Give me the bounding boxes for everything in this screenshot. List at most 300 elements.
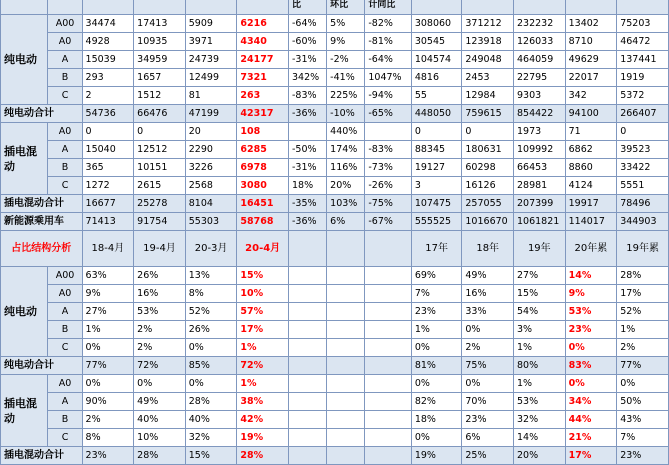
header-cell	[48, 0, 82, 15]
row-label: C	[48, 87, 82, 105]
table-cell: 28%	[185, 393, 237, 411]
table-cell: 54736	[82, 105, 134, 123]
table-cell: 19%	[237, 429, 289, 447]
table-cell: 70%	[462, 393, 514, 411]
table-cell	[327, 357, 365, 375]
table-cell: 46472	[617, 33, 669, 51]
table-cell: 23%	[462, 411, 514, 429]
table-cell: 1%	[82, 321, 134, 339]
table-cell: 24177	[237, 51, 289, 69]
table-cell: -81%	[365, 33, 411, 51]
table-cell: 17%	[617, 285, 669, 303]
table-cell: 8860	[565, 159, 617, 177]
table-cell	[327, 267, 365, 285]
table-cell: 0%	[565, 339, 617, 357]
table-cell	[327, 285, 365, 303]
row-label: A00	[48, 267, 82, 285]
table-cell: 0%	[617, 375, 669, 393]
table-cell: 81	[185, 87, 237, 105]
header-cell: 环比	[327, 0, 365, 15]
table-cell: 0%	[462, 375, 514, 393]
table-cell: 555525	[411, 213, 462, 231]
total-label: 纯电动合计	[1, 105, 83, 123]
group-label: 纯电动	[1, 267, 48, 357]
table-cell: 52%	[185, 303, 237, 321]
table-cell: 20%	[514, 447, 566, 465]
table-cell: 16451	[237, 195, 289, 213]
header-cell	[237, 0, 289, 15]
group-label: 插电混动	[1, 375, 48, 447]
table-cell: 49629	[565, 51, 617, 69]
table-row	[1, 177, 669, 195]
header-cell: 18-4月	[82, 231, 134, 267]
table-cell: 126033	[514, 33, 566, 51]
table-cell: 17413	[134, 15, 186, 33]
table-cell: 1%	[617, 321, 669, 339]
table-cell: 54%	[514, 303, 566, 321]
table-cell: 33%	[462, 303, 514, 321]
table-cell: 83%	[565, 357, 617, 375]
table-cell: 7%	[617, 429, 669, 447]
table-cell	[288, 123, 326, 141]
table-cell: 180631	[462, 141, 514, 159]
table-cell	[288, 357, 326, 375]
table-cell: 108	[237, 123, 289, 141]
table-cell: 0%	[185, 375, 237, 393]
total-row	[1, 447, 669, 465]
table-cell: 1047%	[365, 69, 411, 87]
table-cell: 19%	[411, 447, 462, 465]
row-label: A	[48, 141, 82, 159]
table-cell: 63%	[82, 267, 134, 285]
table-cell: 293	[82, 69, 134, 87]
table-cell: 107475	[411, 195, 462, 213]
group-label: 插电混动	[1, 123, 48, 195]
table-cell: 8%	[82, 429, 134, 447]
table-cell	[365, 321, 411, 339]
table-cell: 9%	[565, 285, 617, 303]
table-row	[1, 429, 669, 447]
table-cell	[288, 285, 326, 303]
table-cell: 0	[411, 123, 462, 141]
table-cell: 17%	[565, 447, 617, 465]
table-row	[1, 375, 669, 393]
table-cell: 22795	[514, 69, 566, 87]
table-cell: 78496	[617, 195, 669, 213]
table-cell: 2290	[185, 141, 237, 159]
table-cell: 6285	[237, 141, 289, 159]
table-cell: 371212	[462, 15, 514, 33]
table-cell: 12499	[185, 69, 237, 87]
table-cell: 15%	[514, 285, 566, 303]
table-cell: 49%	[134, 393, 186, 411]
table-cell: 30545	[411, 33, 462, 51]
table-cell	[288, 393, 326, 411]
table-cell: 2	[82, 87, 134, 105]
table-cell: 72%	[237, 357, 289, 375]
header-cell	[288, 231, 326, 267]
table-cell	[365, 393, 411, 411]
table-cell: 10151	[134, 159, 186, 177]
table-cell: 32%	[514, 411, 566, 429]
table-cell: 1973	[514, 123, 566, 141]
table-cell: 26%	[185, 321, 237, 339]
table-cell: 1%	[514, 339, 566, 357]
table-cell: 52%	[617, 303, 669, 321]
table-cell: 257055	[462, 195, 514, 213]
table-cell	[288, 375, 326, 393]
row-label: B	[48, 69, 82, 87]
table-cell: 16677	[82, 195, 134, 213]
table-cell	[327, 429, 365, 447]
table-row	[1, 267, 669, 285]
table-cell: -83%	[365, 141, 411, 159]
table-cell: 82%	[411, 393, 462, 411]
header-cell	[514, 0, 566, 15]
table-cell: 4928	[82, 33, 134, 51]
header-row	[1, 0, 669, 15]
table-cell	[288, 429, 326, 447]
header-cell	[1, 0, 48, 15]
table-cell: 0	[134, 123, 186, 141]
table-cell: -2%	[327, 51, 365, 69]
table-cell: 13%	[185, 267, 237, 285]
table-cell: 23%	[565, 321, 617, 339]
table-row	[1, 321, 669, 339]
table-row	[1, 87, 669, 105]
table-cell: -65%	[365, 105, 411, 123]
table-cell: 9303	[514, 87, 566, 105]
table-cell: -83%	[288, 87, 326, 105]
table-cell: 3%	[514, 321, 566, 339]
table-row	[1, 159, 669, 177]
row-label: B	[48, 411, 82, 429]
header-cell: 20年累	[565, 231, 617, 267]
table-cell: 4340	[237, 33, 289, 51]
table-cell: -31%	[288, 51, 326, 69]
header-cell: 比	[288, 0, 326, 15]
table-cell: 15%	[185, 447, 237, 465]
table-cell: 104574	[411, 51, 462, 69]
table-cell: 53%	[565, 303, 617, 321]
table-cell: -36%	[288, 213, 326, 231]
table-cell	[365, 375, 411, 393]
table-cell: 249048	[462, 51, 514, 69]
table-row	[1, 303, 669, 321]
table-cell: 66453	[514, 159, 566, 177]
table-row	[1, 69, 669, 87]
table-cell: 232232	[514, 15, 566, 33]
table-cell: 43%	[617, 411, 669, 429]
table-cell: 263	[237, 87, 289, 105]
table-cell: 44%	[565, 411, 617, 429]
row-label: A	[48, 303, 82, 321]
table-cell: 13402	[565, 15, 617, 33]
table-cell: 1%	[411, 321, 462, 339]
table-cell: 16126	[462, 177, 514, 195]
table-cell	[365, 339, 411, 357]
total-label: 新能源乘用车	[1, 213, 83, 231]
table-cell: 6%	[327, 213, 365, 231]
table-cell	[327, 411, 365, 429]
table-cell: -50%	[288, 141, 326, 159]
table-cell: 25%	[462, 447, 514, 465]
header-cell	[565, 0, 617, 15]
header-cell	[185, 0, 237, 15]
table-cell	[288, 267, 326, 285]
table-cell: -10%	[327, 105, 365, 123]
table-cell: 55303	[185, 213, 237, 231]
row-label: A	[48, 51, 82, 69]
table-cell: 50%	[617, 393, 669, 411]
table-cell: 80%	[514, 357, 566, 375]
total-row	[1, 213, 669, 231]
table-cell: 3080	[237, 177, 289, 195]
table-cell	[288, 339, 326, 357]
table-cell: 308060	[411, 15, 462, 33]
table-cell	[327, 321, 365, 339]
table-cell: 2%	[462, 339, 514, 357]
table-cell: 42%	[237, 411, 289, 429]
table-cell: 16%	[462, 285, 514, 303]
table-cell: 1%	[514, 375, 566, 393]
table-cell: 5372	[617, 87, 669, 105]
table-cell: 38%	[237, 393, 289, 411]
table-cell: -31%	[288, 159, 326, 177]
table-cell: 448050	[411, 105, 462, 123]
table-cell: 17%	[237, 321, 289, 339]
table-cell: 103%	[327, 195, 365, 213]
table-cell: 12984	[462, 87, 514, 105]
row-label: C	[48, 429, 82, 447]
table-cell: 2%	[617, 339, 669, 357]
table-cell	[327, 393, 365, 411]
table-cell: 34%	[565, 393, 617, 411]
table-cell: 10%	[237, 285, 289, 303]
header-cell: 19年	[514, 231, 566, 267]
table-cell: -73%	[365, 159, 411, 177]
table-cell: 1657	[134, 69, 186, 87]
table-cell: 1512	[134, 87, 186, 105]
section-header-row	[1, 231, 669, 267]
table-cell: 0%	[82, 339, 134, 357]
table-row	[1, 141, 669, 159]
table-cell	[288, 303, 326, 321]
table-cell: 66476	[134, 105, 186, 123]
table-cell: 21%	[565, 429, 617, 447]
table-cell	[288, 411, 326, 429]
table-cell: 8%	[185, 285, 237, 303]
table-cell: 22017	[565, 69, 617, 87]
table-cell: -64%	[365, 51, 411, 69]
table-cell: 47199	[185, 105, 237, 123]
row-label: B	[48, 159, 82, 177]
table-cell: 342%	[288, 69, 326, 87]
table-cell: -60%	[288, 33, 326, 51]
table-cell: -82%	[365, 15, 411, 33]
table-cell: 19127	[411, 159, 462, 177]
total-row	[1, 105, 669, 123]
table-cell: 15040	[82, 141, 134, 159]
row-label: C	[48, 339, 82, 357]
table-cell: 27%	[514, 267, 566, 285]
table-cell: 18%	[411, 411, 462, 429]
table-cell: 6216	[237, 15, 289, 33]
table-cell	[365, 285, 411, 303]
table-cell: 365	[82, 159, 134, 177]
table-cell: 28%	[134, 447, 186, 465]
table-cell: 0	[462, 123, 514, 141]
table-cell: 1016670	[462, 213, 514, 231]
header-cell: 20-3月	[185, 231, 237, 267]
section-title: 占比结构分析	[1, 231, 83, 267]
table-cell: 14%	[565, 267, 617, 285]
header-cell: 18年	[462, 231, 514, 267]
table-cell: 94100	[565, 105, 617, 123]
table-cell: 8104	[185, 195, 237, 213]
table-cell: 49%	[462, 267, 514, 285]
table-cell: 26%	[134, 267, 186, 285]
table-cell: -36%	[288, 105, 326, 123]
table-cell	[327, 375, 365, 393]
table-cell: 2568	[185, 177, 237, 195]
table-cell: 9%	[82, 285, 134, 303]
table-cell: 1061821	[514, 213, 566, 231]
total-row	[1, 357, 669, 375]
table-cell: 16%	[134, 285, 186, 303]
table-cell: 342	[565, 87, 617, 105]
table-cell: 0%	[82, 375, 134, 393]
table-cell: -94%	[365, 87, 411, 105]
table-cell: 2%	[134, 321, 186, 339]
table-cell: 77%	[82, 357, 134, 375]
table-cell: 123918	[462, 33, 514, 51]
table-cell: 28981	[514, 177, 566, 195]
header-cell: 19-4月	[134, 231, 186, 267]
table-cell: 5551	[617, 177, 669, 195]
table-cell: 8710	[565, 33, 617, 51]
table-cell: 3971	[185, 33, 237, 51]
header-cell	[365, 231, 411, 267]
table-cell: 28%	[617, 267, 669, 285]
table-cell: 116%	[327, 159, 365, 177]
table-cell: 5%	[327, 15, 365, 33]
table-cell: 0	[82, 123, 134, 141]
table-cell: 2453	[462, 69, 514, 87]
table-cell: 15%	[237, 267, 289, 285]
row-label: A00	[48, 15, 82, 33]
table-cell	[365, 303, 411, 321]
table-cell: 0%	[411, 339, 462, 357]
table-cell	[365, 429, 411, 447]
table-cell: 1%	[237, 375, 289, 393]
table-cell: 2%	[134, 339, 186, 357]
table-cell: 42317	[237, 105, 289, 123]
header-cell: 19年累	[617, 231, 669, 267]
header-cell: 17年	[411, 231, 462, 267]
total-row	[1, 195, 669, 213]
table-cell: 1%	[237, 339, 289, 357]
table-cell: -35%	[288, 195, 326, 213]
table-cell: 1272	[82, 177, 134, 195]
table-cell: 71	[565, 123, 617, 141]
total-label: 插电混动合计	[1, 447, 83, 465]
table-cell: 0%	[411, 429, 462, 447]
table-cell: 75203	[617, 15, 669, 33]
table-cell: 4124	[565, 177, 617, 195]
table-cell	[327, 447, 365, 465]
table-cell: 10935	[134, 33, 186, 51]
table-cell	[365, 123, 411, 141]
table-cell: 6978	[237, 159, 289, 177]
table-cell: 85%	[185, 357, 237, 375]
table-cell: 114017	[565, 213, 617, 231]
table-cell: 344903	[617, 213, 669, 231]
table-cell: 20%	[327, 177, 365, 195]
table-cell: 34959	[134, 51, 186, 69]
table-cell: 4816	[411, 69, 462, 87]
table-cell: 18%	[288, 177, 326, 195]
table-cell: 6%	[462, 429, 514, 447]
table-cell: 90%	[82, 393, 134, 411]
table-cell: 53%	[134, 303, 186, 321]
table-cell: 23%	[82, 447, 134, 465]
total-label: 纯电动合计	[1, 357, 83, 375]
table-cell: 6862	[565, 141, 617, 159]
row-label: A	[48, 393, 82, 411]
header-cell: 20-4月	[237, 231, 289, 267]
table-row	[1, 123, 669, 141]
table-cell	[288, 321, 326, 339]
header-cell	[327, 231, 365, 267]
table-cell: 15039	[82, 51, 134, 69]
header-cell	[134, 0, 186, 15]
table-cell: 33422	[617, 159, 669, 177]
row-label: A0	[48, 285, 82, 303]
table-cell: -64%	[288, 15, 326, 33]
table-cell: 464059	[514, 51, 566, 69]
table-cell: 0%	[134, 375, 186, 393]
table-row	[1, 285, 669, 303]
table-cell	[365, 357, 411, 375]
table-cell: 19917	[565, 195, 617, 213]
table-cell: 24739	[185, 51, 237, 69]
table-cell: 34474	[82, 15, 134, 33]
table-row	[1, 15, 669, 33]
table-cell: 0%	[411, 375, 462, 393]
table-cell: 207399	[514, 195, 566, 213]
table-cell	[365, 267, 411, 285]
table-cell: 32%	[185, 429, 237, 447]
table-cell: 759615	[462, 105, 514, 123]
table-cell: 3	[411, 177, 462, 195]
header-cell	[462, 0, 514, 15]
table-cell: 266407	[617, 105, 669, 123]
table-cell: 40%	[134, 411, 186, 429]
table-cell: 14%	[514, 429, 566, 447]
table-cell: 71413	[82, 213, 134, 231]
table-row	[1, 33, 669, 51]
table-cell: -26%	[365, 177, 411, 195]
header-cell	[617, 0, 669, 15]
table-cell: 1919	[617, 69, 669, 87]
row-label: A0	[48, 375, 82, 393]
table-cell: 3226	[185, 159, 237, 177]
table-cell: 69%	[411, 267, 462, 285]
table-cell: 23%	[411, 303, 462, 321]
table-cell: 854422	[514, 105, 566, 123]
table-row	[1, 339, 669, 357]
